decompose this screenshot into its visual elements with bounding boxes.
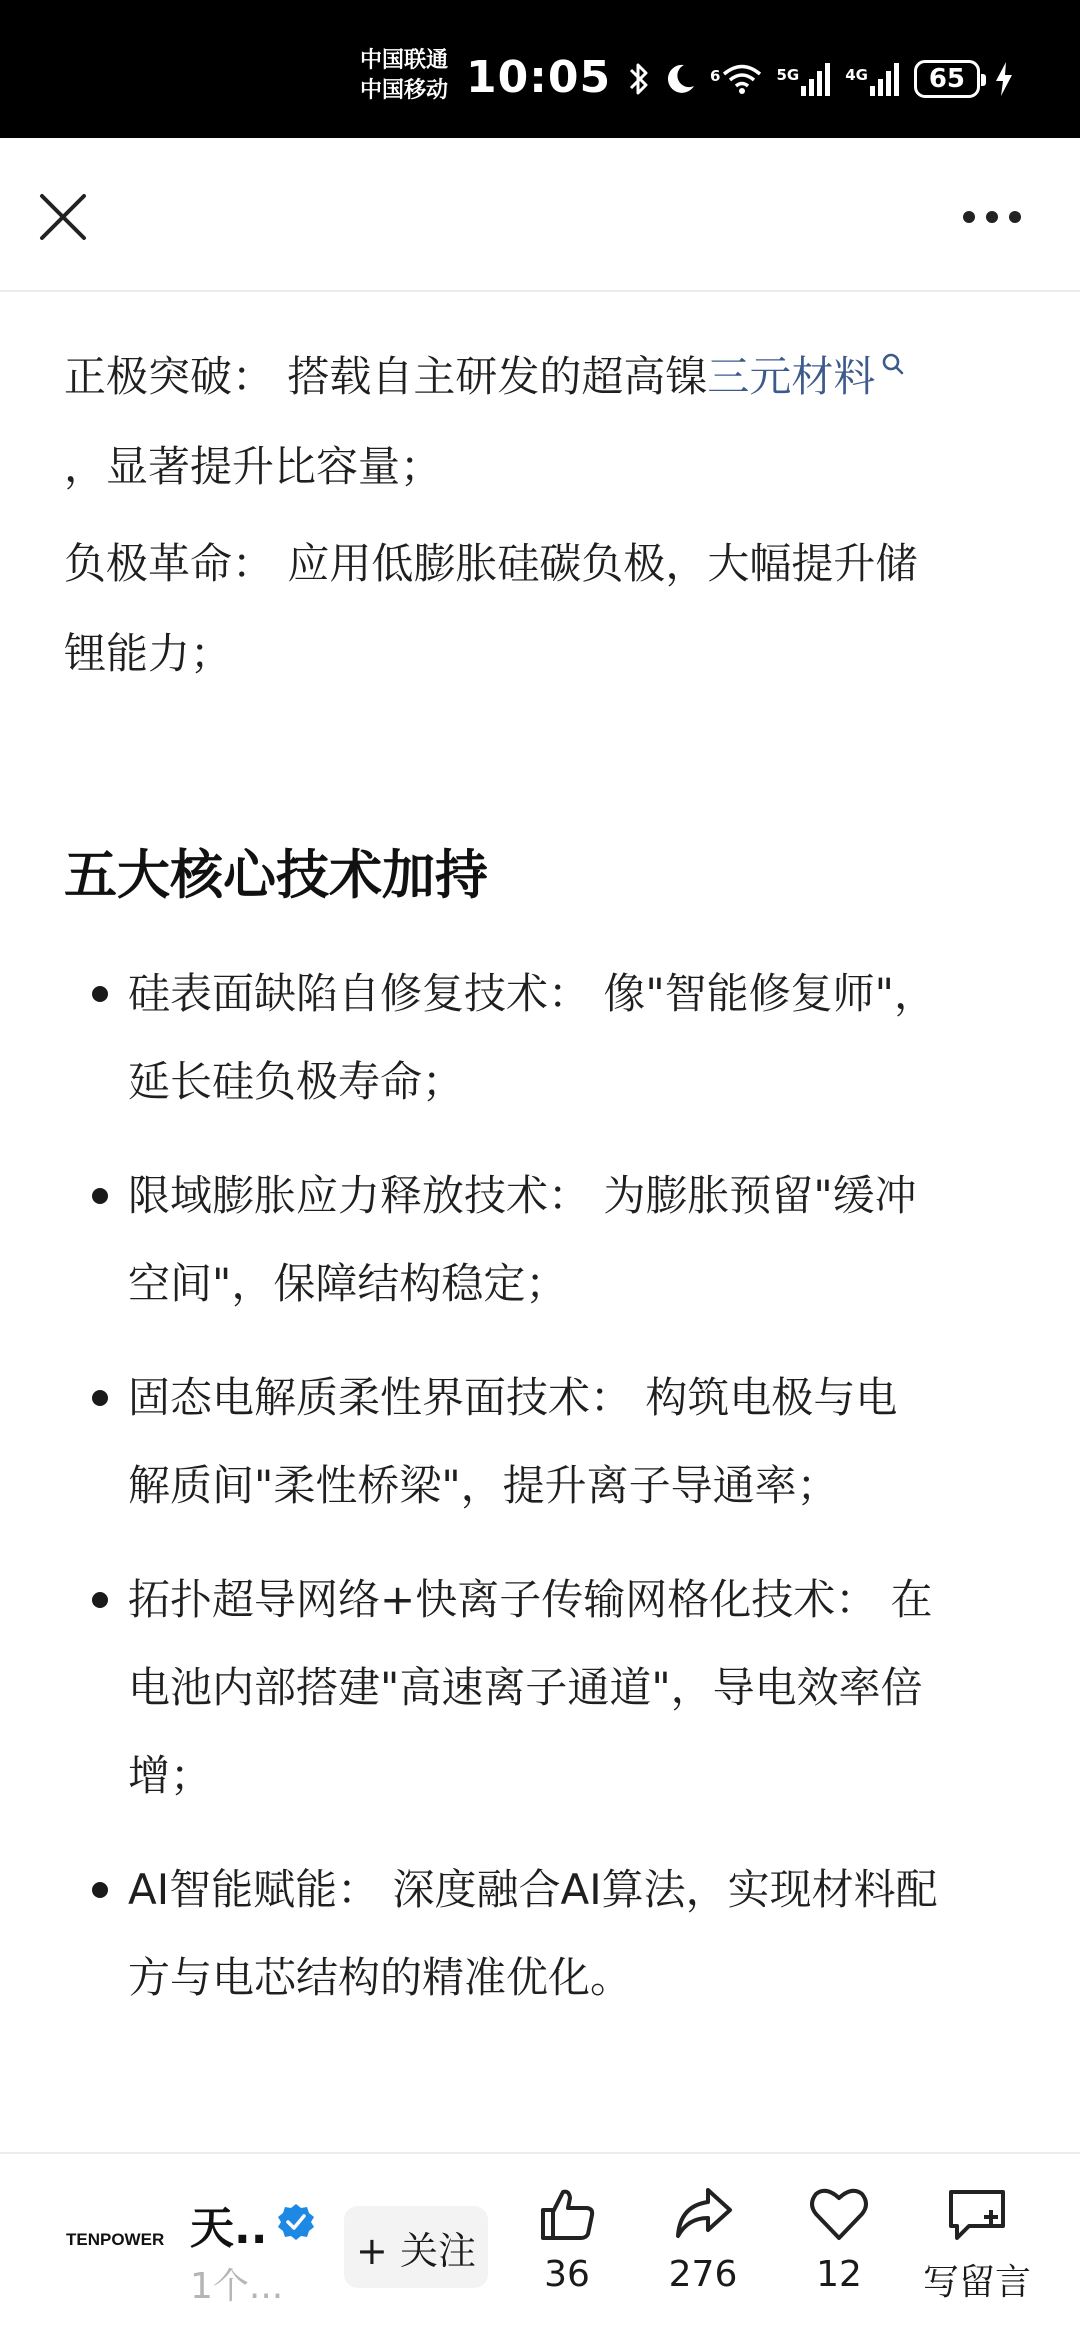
list-item-line: 限域膨胀应力释放技术： 为膨胀预留"缓冲 [128, 1171, 917, 1220]
list-item-line: 解质间"柔性桥梁"，提升离子导通率； [128, 1461, 839, 1510]
bullet [92, 1188, 108, 1204]
list-item-line: AI智能赋能： 深度融合AI算法，实现材料配 [128, 1865, 938, 1914]
close-button[interactable] [30, 184, 96, 250]
author-name[interactable]: 天.. [190, 2203, 268, 2254]
bullet [92, 1390, 108, 1406]
paragraph-cathode [64, 317, 1024, 512]
paragraph-anode [64, 519, 1024, 699]
heart-icon [808, 2184, 870, 2244]
list-item-line: 方与电芯结构的精准优化。 [128, 1953, 633, 2002]
status-bar [0, 0, 1080, 138]
favorite-count: 12 [816, 2254, 862, 2295]
status-icons [628, 54, 1014, 104]
signal-5g-icon: 5G [776, 62, 831, 96]
bullet [92, 1592, 108, 1608]
comment-button[interactable] [922, 2184, 1032, 2305]
list-item-line: 固态电解质柔性界面技术： 构筑电极与电 [128, 1373, 898, 1422]
paragraph-line: 负极革命： 应用低膨胀硅碳负极，大幅提升储 [64, 539, 918, 588]
carrier-2: 中国移动 [360, 78, 449, 103]
signal-4g-icon: 4G [845, 62, 900, 96]
carrier-info [360, 46, 464, 106]
list-item-line: 空间"，保障结构稳定； [128, 1259, 568, 1308]
verified-badge-icon [276, 2202, 316, 2246]
bullet [92, 986, 108, 1002]
share-count: 276 [668, 2254, 738, 2295]
more-icon [962, 210, 1022, 224]
keyword-link[interactable]: 三元材料 [707, 352, 876, 401]
like-count: 36 [544, 2254, 590, 2295]
list-item [128, 1846, 1028, 2022]
more-button[interactable] [952, 184, 1032, 250]
paragraph-text: ，显著提升比容量； [64, 442, 443, 491]
battery-icon: 65 [914, 60, 980, 98]
author-subtitle: 1个... [190, 2266, 284, 2307]
comment-label: 写留言 [922, 2262, 1031, 2303]
article-header [0, 138, 1080, 292]
section-heading: 五大核心技术加持 [64, 845, 488, 906]
brand-logo[interactable]: TENPOWER [66, 2230, 165, 2249]
bottom-action-bar [0, 2152, 1080, 2342]
share-button[interactable] [648, 2184, 758, 2295]
list-item [128, 1152, 1028, 1328]
follow-button[interactable]: + 关注 [344, 2206, 488, 2288]
paragraph-text: 正极突破： 搭载自主研发的超高镍 [64, 352, 708, 401]
bullet [92, 1882, 108, 1898]
like-button[interactable] [512, 2184, 622, 2295]
wifi-icon: 6 [710, 63, 762, 95]
paragraph-line: 锂能力； [64, 629, 233, 678]
list-item-line: 延长硅负极寿命； [128, 1057, 465, 1106]
list-item-line: 增； [128, 1751, 213, 1800]
list-item-line: 拓扑超导网络+快离子传输网格化技术： 在 [128, 1575, 933, 1624]
list-item [128, 1556, 1028, 1820]
charging-icon [994, 61, 1014, 97]
thumbs-up-icon [537, 2184, 597, 2244]
list-item-line: 电池内部搭建"高速离子通道"，导电效率倍 [128, 1663, 923, 1712]
close-icon [38, 192, 88, 242]
share-icon [672, 2184, 734, 2244]
bluetooth-icon [628, 61, 650, 97]
carrier-1: 中国联通 [360, 48, 449, 73]
list-item [128, 1354, 1028, 1530]
favorite-button[interactable] [784, 2184, 894, 2295]
comment-icon [945, 2184, 1009, 2244]
clock: 10:05 [466, 52, 612, 103]
list-item-line: 硅表面缺陷自修复技术： 像"智能修复师"， [128, 969, 936, 1018]
list-item [128, 950, 1028, 1126]
search-icon[interactable] [881, 317, 905, 407]
moon-icon [664, 62, 696, 96]
